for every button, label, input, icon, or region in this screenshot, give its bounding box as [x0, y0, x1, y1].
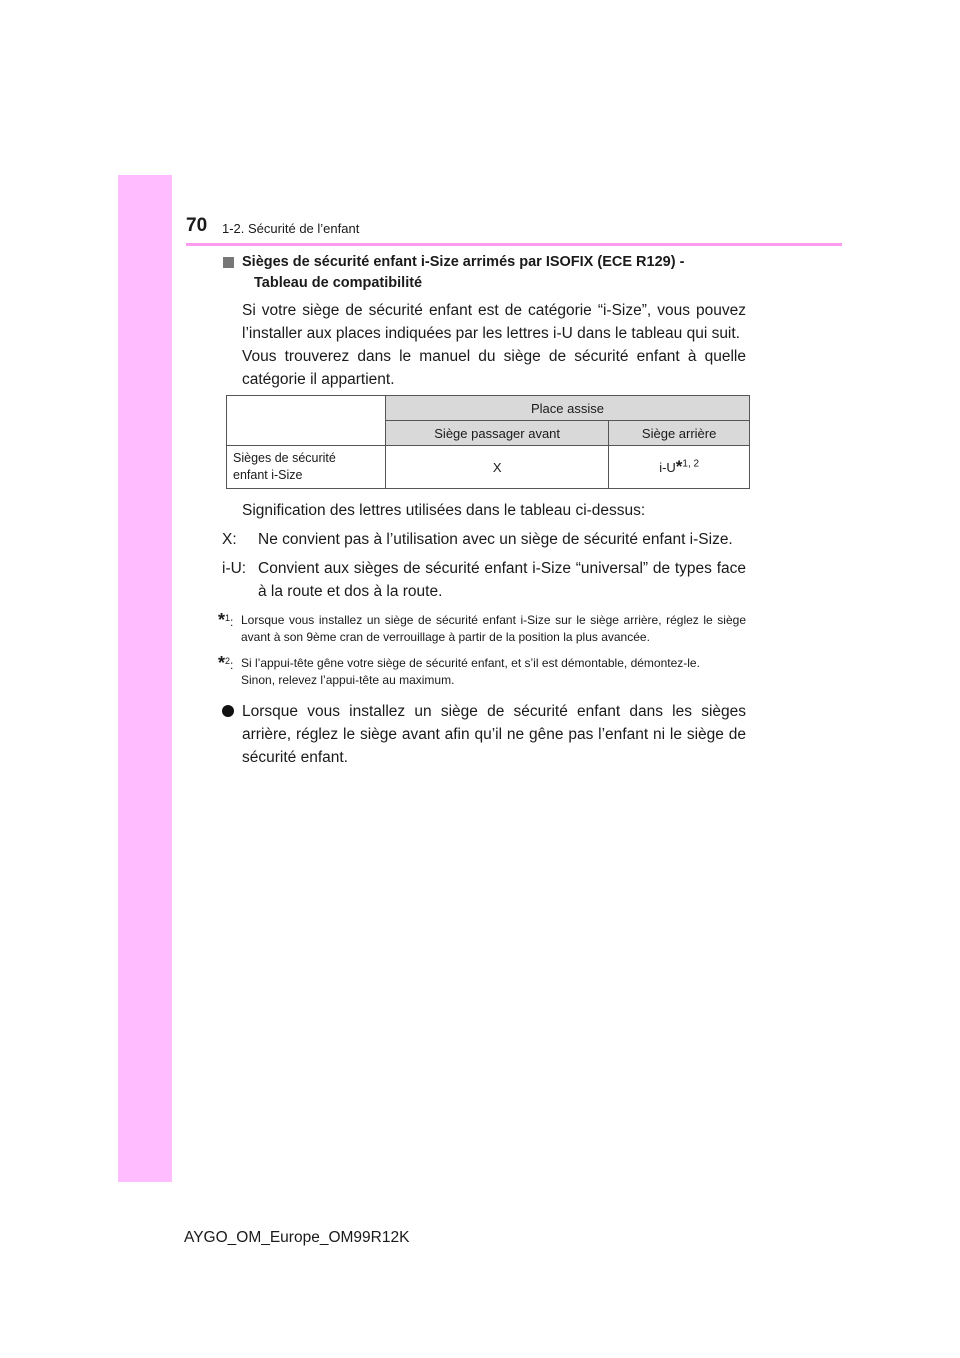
header-rule [186, 243, 842, 246]
footnote-marker [218, 610, 233, 631]
section-heading-line1: Sièges de sécurité enfant i-Size arrimés par ISOFIX (ECE R129) - [242, 254, 685, 270]
legend-key: i-U: [222, 560, 247, 577]
legend-text: Ne convient pas à l’utilisation avec un siège de sécurité enfant i-Size. [258, 531, 733, 548]
section-heading-line2: Tableau de compatibilité [254, 275, 423, 291]
footnote-text: Sinon, relevez l’appui-tête au maximum. [241, 672, 455, 687]
bullet-text: Lorsque vous installez un siège de sécurité enfant dans les sièges arrière, réglez le siège avant afin qu’il ne gêne pas l’enfant ni le siège de sécurité enfant. [242, 703, 746, 766]
table-row [227, 446, 750, 489]
square-bullet-icon [223, 257, 234, 268]
section-heading [222, 252, 746, 294]
footnote-text: Si l’appui-tête gêne votre siège de sécurité enfant, et s’il est démontable, démontez-le. [241, 656, 700, 670]
footnote-star: * [218, 653, 226, 673]
table-col-header-front: Siège passager avant [386, 421, 609, 446]
legend-item-iu [222, 557, 746, 603]
legend-intro: Signification des lettres utilisées dans le tableau ci-dessus: [242, 502, 646, 519]
footnote-2 [218, 653, 746, 688]
round-bullet-icon [222, 705, 234, 717]
legend-text: Convient aux sièges de sécurité enfant i-Size “universal” de types face à la route et dos à la route. [258, 560, 746, 600]
footnote-marker [218, 653, 233, 674]
table-cell-front: X [386, 446, 609, 489]
footnote-1 [218, 610, 746, 645]
footnote-ref: 1, 2 [682, 458, 700, 470]
row-header-line2: enfant i-Size [233, 468, 303, 482]
section-header-title: 1-2. Sécurité de l’enfant [222, 221, 360, 236]
table-group-header: Place assise [386, 396, 750, 421]
footnote-star: * [218, 610, 226, 630]
footnote-number: 1 [225, 613, 231, 623]
footnote-star: * [675, 457, 683, 476]
legend-block [218, 499, 746, 769]
compatibility-table [226, 395, 750, 489]
footnote-separator: : [230, 615, 234, 629]
footnote-separator: : [230, 658, 234, 672]
footnote-text: Lorsque vous installez un siège de sécurité enfant i-Size sur le siège arrière, réglez le siège avant à son 9ème cran de verrouillage à partir de la position la plus avancée. [241, 613, 746, 644]
legend-key: X: [222, 531, 237, 548]
chapter-side-band [118, 175, 172, 1182]
bullet-item [222, 700, 746, 769]
cell-rear-value: i-U [659, 460, 676, 475]
section-content [222, 252, 746, 391]
intro-paragraph-1: Si votre siège de sécurité enfant est de catégorie “i-Size”, vous pouvez l’installer aux places indiquées par les lettres i-U dans le tableau qui suit. [242, 302, 746, 342]
intro-paragraph-2: Vous trouverez dans le manuel du siège de sécurité enfant à quelle catégorie il appartient. [242, 348, 746, 388]
table-cell-rear [609, 446, 750, 489]
table-row-header [227, 446, 386, 489]
footnote-number: 2 [225, 656, 231, 666]
table-corner-cell [227, 396, 386, 446]
legend-item-x [222, 528, 746, 551]
table-col-header-rear: Siège arrière [609, 421, 750, 446]
page-number: 70 [186, 215, 208, 236]
row-header-line1: Sièges de sécurité [233, 451, 336, 465]
table-row [227, 396, 750, 421]
footer-code: AYGO_OM_Europe_OM99R12K [184, 1229, 410, 1246]
